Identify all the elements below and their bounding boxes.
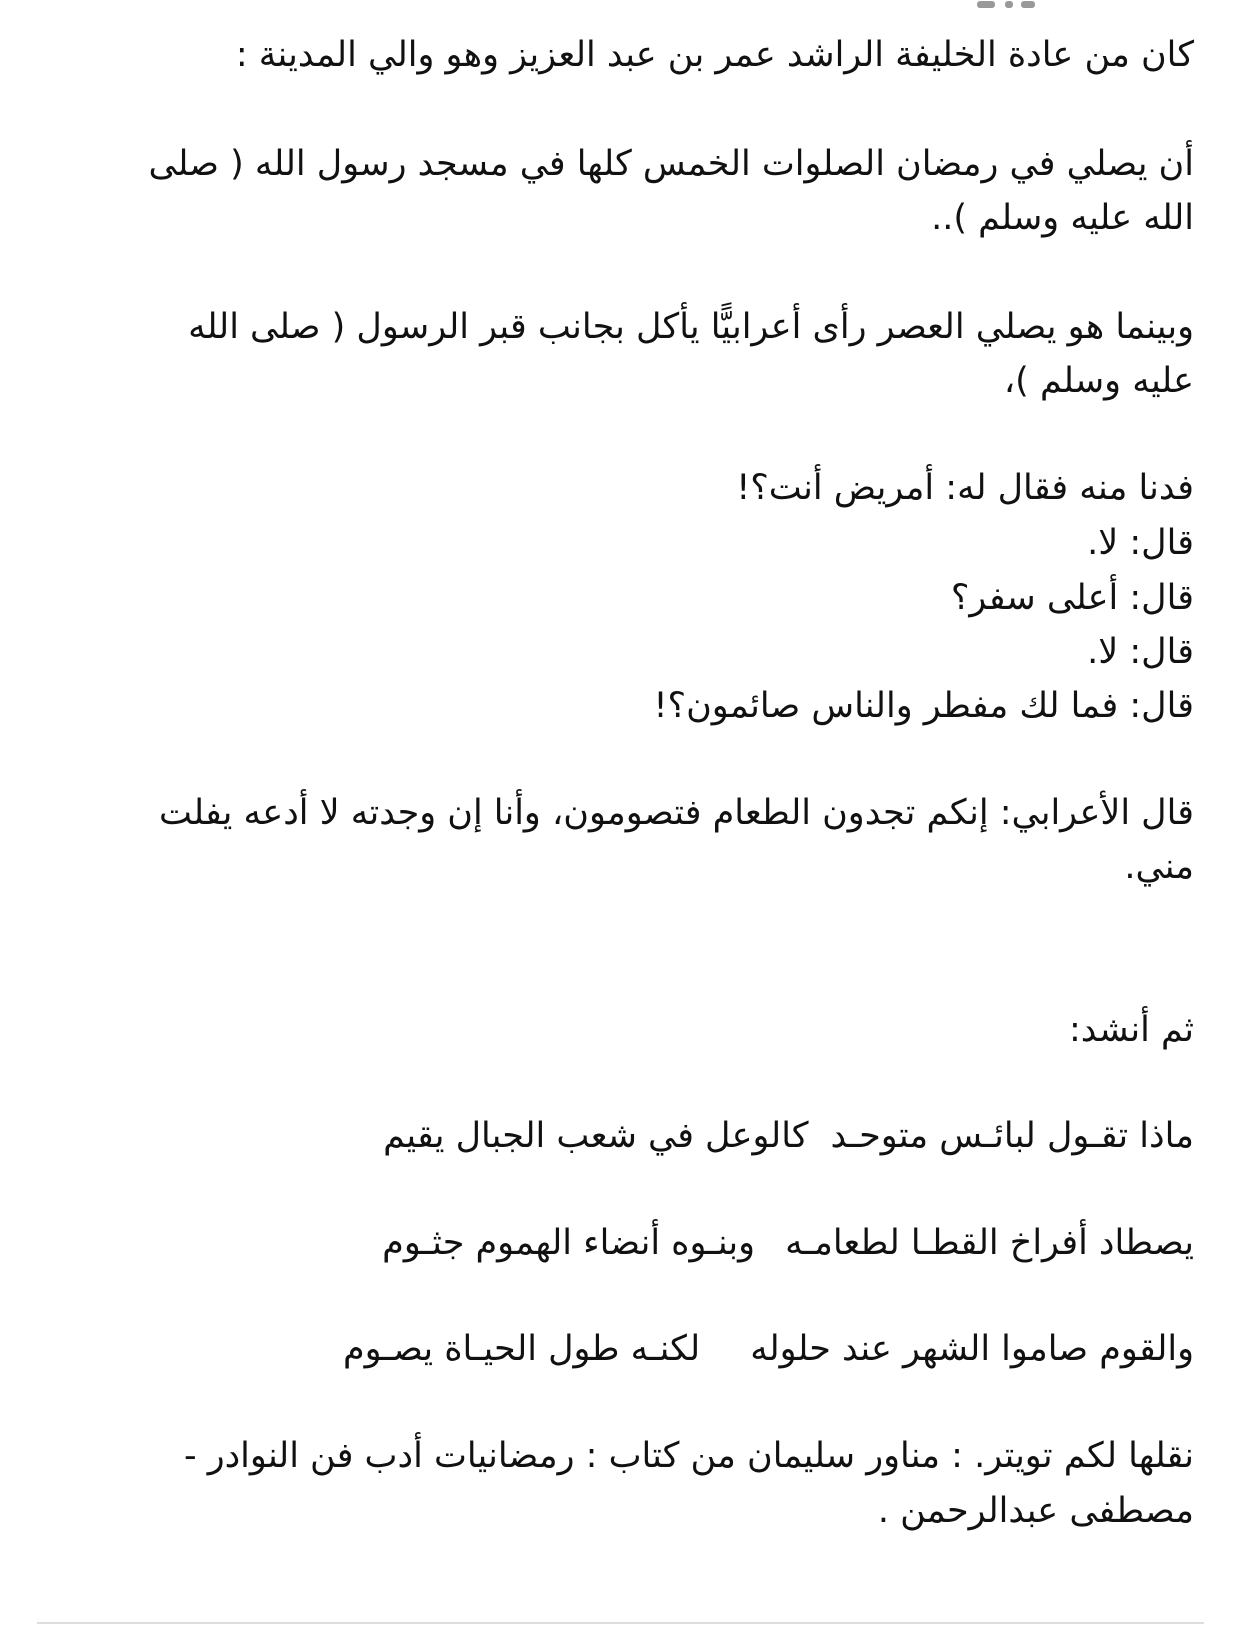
dialogue-line: قال: لا. (1087, 523, 1194, 563)
verse-first-hemistich: والقوم صاموا الشهر عند حلوله (750, 1329, 1194, 1369)
verse-second-hemistich: لكنـه طول الحيـاة يصـوم (342, 1329, 701, 1369)
bedouin-answer-line-1: قال الأعرابي: إنكم تجدون الطعام فتصومون، وأنا إن وجدته لا أدعه يفلت (159, 793, 1194, 833)
poem-verse (383, 1108, 1194, 1165)
poem-verse (382, 1215, 1194, 1272)
bottom-divider (37, 1622, 1204, 1624)
source-line-2: مصطفى عبدالرحمن . (877, 1491, 1194, 1531)
verse-second-hemistich: وبنـوه أنضاء الهموم جثـوم (382, 1223, 756, 1263)
article-body (45, 0, 1194, 1634)
poem-verse (343, 1321, 1194, 1378)
verse-second-hemistich: كالوعل في شعب الجبال يقيم (383, 1116, 809, 1156)
dialogue-line: قال: فما لك مفطر والناس صائمون؟! (653, 686, 1194, 726)
dialogue-line: قال: أعلى سفر؟ (950, 578, 1194, 618)
paragraph-1-line-2: الله عليه وسلم ).. (931, 198, 1194, 238)
paragraph-2-line-2: عليه وسلم )، (1003, 361, 1194, 401)
source-line-1: نقلها لكم تويتر. : مناور سليمان من كتاب : رمضانيات أدب فن النوادر - (183, 1436, 1194, 1476)
dialogue-line: قال: لا. (1087, 632, 1194, 672)
paragraph-2-line-1: وبينما هو يصلي العصر رأى أعرابيًّا يأكل بجانب قبر الرسول ( صلى الله (188, 307, 1194, 347)
paragraph-1-line-1: أن يصلي في رمضان الصلوات الخمس كلها في مسجد رسول الله ( صلى (148, 144, 1194, 184)
dialogue-line: فدنا منه فقال له: أمريض أنت؟! (736, 468, 1194, 508)
recited-heading: ثم أنشد: (1068, 1010, 1194, 1050)
intro-line: كان من عادة الخليفة الراشد عمر بن عبد العزيز وهو والي المدينة : (235, 35, 1194, 75)
verse-first-hemistich: ماذا تقـول لبائـس متوحـد (830, 1116, 1194, 1156)
verse-first-hemistich: يصطاد أفراخ القطـا لطعامـه (785, 1223, 1194, 1263)
bedouin-answer-line-2: مني. (1124, 847, 1194, 887)
